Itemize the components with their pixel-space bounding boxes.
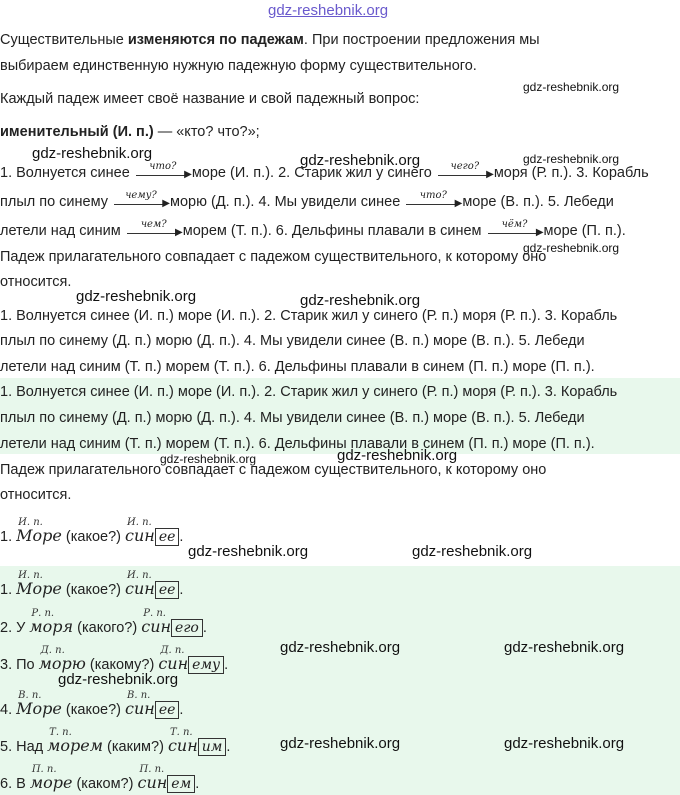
- case-question: — «кто? что?»;: [153, 124, 260, 140]
- arrow-question: чём?: [501, 219, 528, 230]
- word-with-case: [125, 690, 155, 719]
- example-line: [0, 517, 184, 546]
- case-label: И. п.: [127, 570, 152, 581]
- ending-box: ему: [188, 656, 224, 674]
- period: .: [195, 776, 200, 792]
- ending-box: ем: [167, 775, 195, 793]
- adjective-stem: син: [158, 654, 189, 673]
- word-with-case: [16, 690, 62, 719]
- noun: море: [29, 773, 73, 792]
- word-with-case: [16, 570, 62, 599]
- task-line-5: относится.: [0, 274, 72, 290]
- answer2-line-5: относится.: [0, 487, 72, 503]
- answer1-line-3: летели над синим (Т. п.) морем (Т. п.). 6. Дельфины плавали в синем (П. п.) море (П. п.).: [0, 359, 595, 375]
- period: .: [224, 657, 229, 673]
- watermark[interactable]: gdz-reshebnik.org: [58, 671, 179, 688]
- task-text: 1. Волнуется синее: [0, 165, 134, 181]
- ending-box: его: [171, 619, 203, 637]
- answer2-line-2: плыл по синему (Д. п.) морю (Д. п.). 4. Мы увидели синее (В. п.) море (В. п.). 5. Лебеди: [0, 410, 585, 426]
- item-num: 2.: [0, 620, 17, 636]
- task-text: море (П. п.).: [543, 223, 626, 239]
- task-line-2: [0, 190, 614, 211]
- noun: Море: [16, 579, 62, 598]
- intro-text: Существительные: [0, 32, 128, 48]
- question: (какое?): [61, 582, 125, 598]
- word-with-case: [29, 608, 74, 637]
- arrow-icon: чего? ▶: [436, 164, 494, 182]
- case-label: И. п.: [127, 517, 152, 528]
- preposition: По: [16, 657, 39, 673]
- case-label: И. п.: [18, 517, 43, 528]
- arrow-question: чего?: [450, 161, 480, 172]
- case-label: Т. п.: [169, 727, 193, 738]
- item-num: 4.: [0, 702, 17, 718]
- ending-box: ее: [155, 701, 180, 719]
- answer2-line-1: 1. Волнуется синее (И. п.) море (И. п.). 2. Старик жил у синего (Р. п.) моря (Р. п.). 3. Корабль: [0, 384, 618, 400]
- intro-line-3: Каждый падеж имеет своё название и свой падежный вопрос:: [0, 91, 420, 107]
- word-with-case: [167, 727, 198, 756]
- watermark[interactable]: gdz-reshebnik.org: [523, 80, 620, 94]
- word-with-case: [137, 764, 168, 793]
- example-adj: син: [125, 526, 155, 545]
- question: (какое?): [61, 702, 125, 718]
- adjective-stem: син: [141, 617, 172, 636]
- example-question: (какое?): [61, 529, 125, 545]
- arrow-icon: чём? ▶: [486, 222, 544, 240]
- case-label: И. п.: [18, 570, 43, 581]
- case-label: Д. п.: [40, 645, 65, 656]
- case-list-item: [0, 727, 231, 756]
- case-list-item: [0, 608, 207, 637]
- preposition: В: [16, 776, 30, 792]
- task-text: море (И. п.). 2. Старик жил у синего: [191, 165, 436, 181]
- word-with-case: [141, 608, 172, 637]
- watermark-top[interactable]: gdz-reshebnik.org: [268, 2, 389, 19]
- item-num: 5.: [0, 739, 17, 755]
- adjective-stem: син: [125, 579, 155, 598]
- watermark[interactable]: gdz-reshebnik.org: [280, 639, 401, 656]
- watermark[interactable]: gdz-reshebnik.org: [412, 543, 533, 560]
- intro-line-1: [0, 31, 540, 49]
- period: .: [179, 582, 184, 598]
- arrow-question: что?: [419, 190, 447, 201]
- case-label: П. п.: [139, 764, 165, 775]
- ending-box: им: [198, 738, 227, 756]
- case-label: Р. п.: [31, 608, 55, 619]
- intro-line-2: выбираем единственную нужную падежную форму существительного.: [0, 58, 477, 74]
- question: (какого?): [73, 620, 142, 636]
- item-num: 6.: [0, 776, 17, 792]
- arrow-icon: чем? ▶: [125, 222, 183, 240]
- adjective-stem: син: [125, 699, 155, 718]
- watermark[interactable]: gdz-reshebnik.org: [300, 292, 421, 309]
- preposition: Над: [16, 739, 48, 755]
- word-with-case: [29, 764, 73, 793]
- case-label: Т. п.: [49, 727, 72, 738]
- answer1-line-1: 1. Волнуется синее (И. п.) море (И. п.). 2. Старик жил у синего (Р. п.) моря (Р. п.). 3. Корабль: [0, 308, 618, 324]
- arrow-question: чему?: [125, 190, 157, 201]
- watermark[interactable]: gdz-reshebnik.org: [504, 735, 625, 752]
- arrow-icon: что? ▶: [134, 164, 192, 182]
- task-text: летели над синим: [0, 223, 125, 239]
- example-noun: Море: [16, 526, 62, 545]
- case-label: П. п.: [31, 764, 57, 775]
- task-text: море (В. п.). 5. Лебеди: [462, 194, 614, 210]
- watermark[interactable]: gdz-reshebnik.org: [523, 241, 620, 255]
- example-num: 1.: [0, 529, 17, 545]
- case-list-item: [0, 764, 200, 793]
- arrow-question: что?: [149, 161, 177, 172]
- answer1-line-2: плыл по синему (Д. п.) морю (Д. п.). 4. Мы увидели синее (В. п.) море (В. п.). 5. Лебеди: [0, 333, 585, 349]
- arrow-icon: что? ▶: [404, 193, 462, 211]
- case-label: Р. п.: [143, 608, 166, 619]
- case-label: В. п.: [127, 690, 151, 701]
- intro-text: . При построении предложения мы: [303, 32, 540, 48]
- case-label: В. п.: [18, 690, 42, 701]
- noun: морем: [47, 736, 104, 755]
- period: .: [179, 529, 184, 545]
- watermark[interactable]: gdz-reshebnik.org: [300, 152, 421, 169]
- noun: морю: [38, 654, 86, 673]
- watermark[interactable]: gdz-reshebnik.org: [504, 639, 625, 656]
- ending-box: ее: [155, 528, 180, 546]
- preposition: У: [16, 620, 30, 636]
- case-label: Д. п.: [160, 645, 185, 656]
- question: (каком?): [72, 776, 138, 792]
- question: (какому?): [85, 657, 159, 673]
- answer2-line-3: летели над синим (Т. п.) морем (Т. п.). 6. Дельфины плавали в синем (П. п.) море (П. п.).: [0, 436, 595, 452]
- watermark[interactable]: gdz-reshebnik.org: [188, 543, 309, 560]
- watermark[interactable]: gdz-reshebnik.org: [280, 735, 401, 752]
- task-text: плыл по синему: [0, 194, 112, 210]
- question: (каким?): [103, 739, 168, 755]
- watermark[interactable]: gdz-reshebnik.org: [76, 288, 197, 305]
- watermark[interactable]: gdz-reshebnik.org: [337, 447, 458, 464]
- answer2-line-4: Падеж прилагательного совпадает с падежом существительного, к которому оно: [0, 462, 547, 478]
- case-name: именительный (И. п.): [0, 124, 154, 140]
- watermark[interactable]: gdz-reshebnik.org: [160, 452, 257, 466]
- intro-line-4: [0, 123, 260, 141]
- word-with-case: [47, 727, 104, 756]
- adjective-stem: син: [137, 773, 168, 792]
- item-num: 1.: [0, 582, 17, 598]
- task-text: моря (Р. п.). 3. Корабль: [493, 165, 649, 181]
- ending-box: ее: [155, 581, 180, 599]
- noun: Море: [16, 699, 62, 718]
- task-text: морю (Д. п.). 4. Мы увидели синее: [170, 194, 405, 210]
- watermark[interactable]: gdz-reshebnik.org: [523, 152, 620, 166]
- case-list-item: [0, 690, 184, 719]
- task-line-4: Падеж прилагательного совпадает с падежом существительного, к которому оно: [0, 249, 547, 265]
- adjective-stem: син: [167, 736, 198, 755]
- item-num: 3.: [0, 657, 17, 673]
- period: .: [202, 620, 207, 636]
- case-list-item: [0, 570, 184, 599]
- noun: моря: [29, 617, 74, 636]
- intro-bold: изменяются по падежам: [127, 32, 304, 48]
- period: .: [179, 702, 184, 718]
- watermark[interactable]: gdz-reshebnik.org: [32, 145, 153, 162]
- task-line-3: [0, 219, 626, 240]
- period: .: [226, 739, 231, 755]
- word-with-case: [125, 570, 155, 599]
- arrow-icon: чему? ▶: [112, 193, 170, 211]
- task-text: морем (Т. п.). 6. Дельфины плавали в синем: [182, 223, 486, 239]
- arrow-question: чем?: [140, 219, 167, 230]
